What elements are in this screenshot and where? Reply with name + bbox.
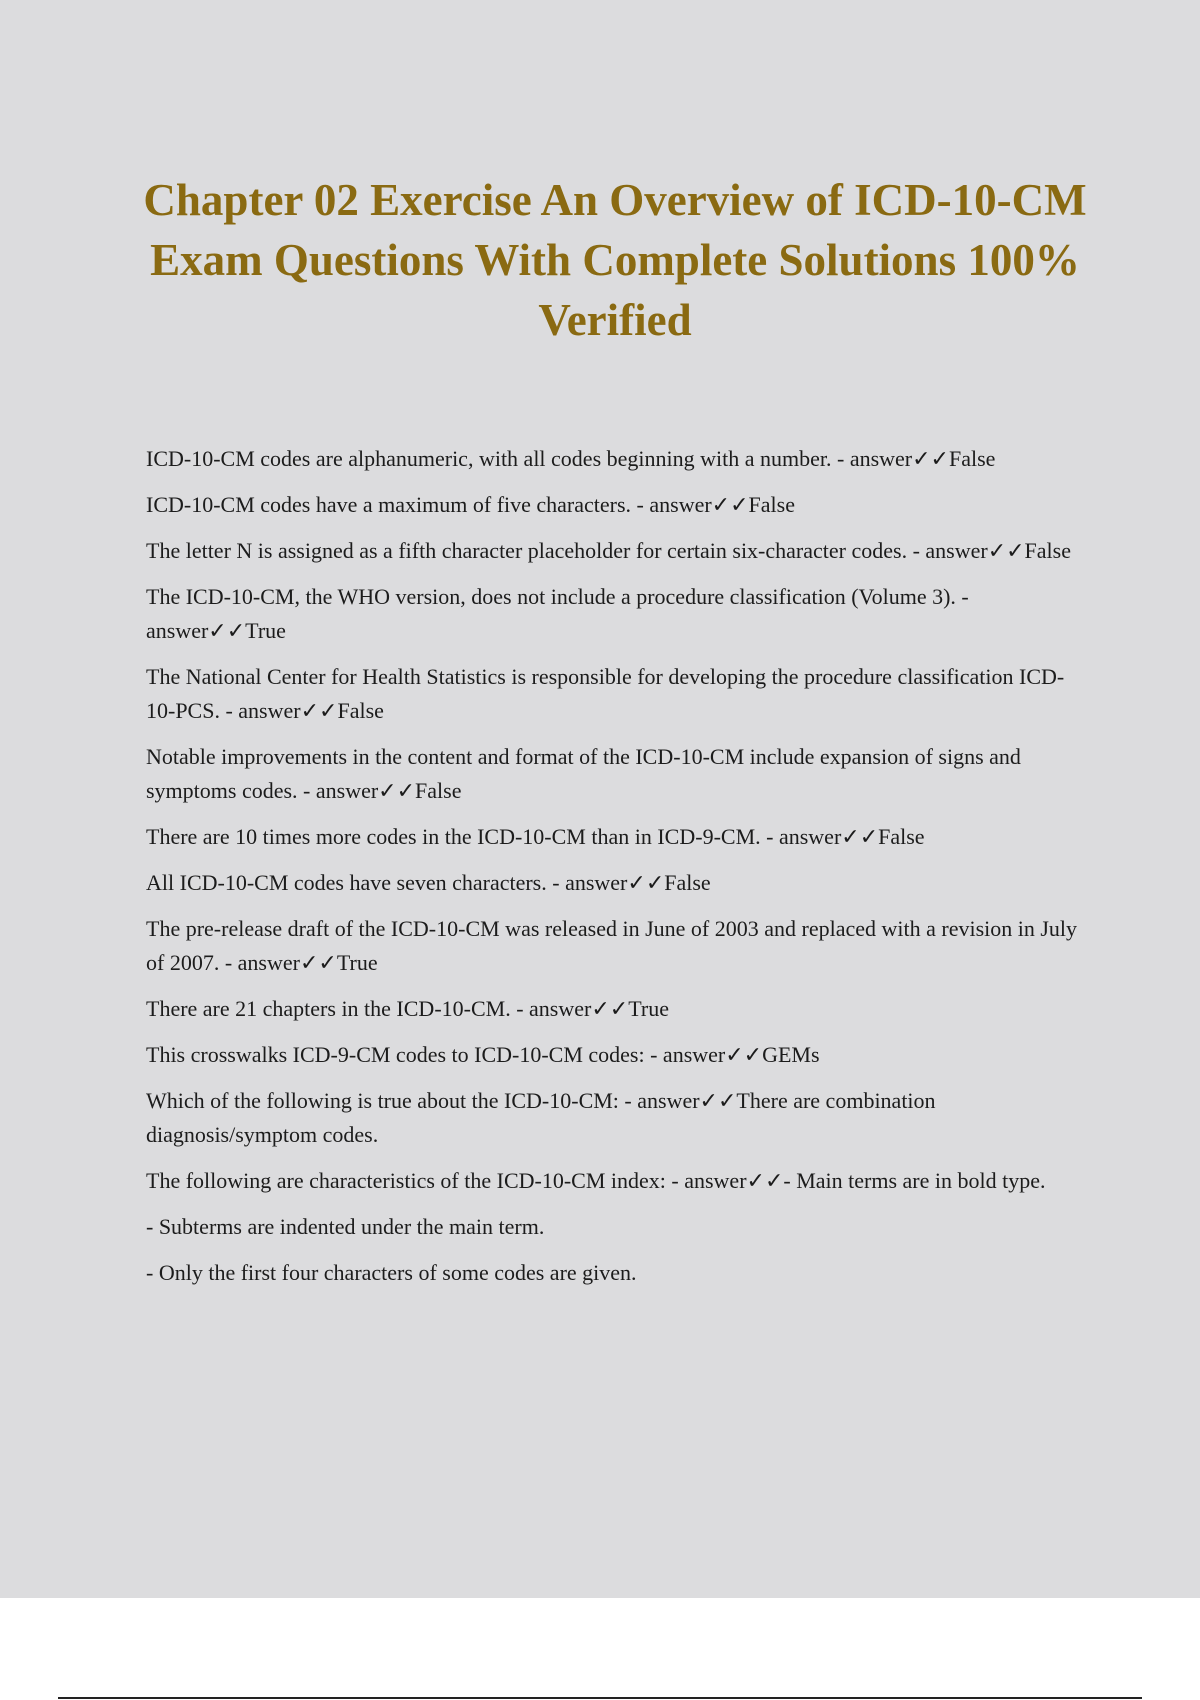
- qa-item: - Only the first four characters of some codes are given.: [146, 1260, 637, 1285]
- question-answer-list: [146, 442, 1086, 1302]
- qa-item: There are 10 times more codes in the ICD-10-CM than in ICD-9-CM. - answer✓✓False: [146, 824, 925, 849]
- qa-item: The pre-release draft of the ICD-10-CM was released in June of 2003 and replaced with a revision in July of 2007. - answer✓✓True: [146, 916, 1078, 975]
- qa-item: The National Center for Health Statistics is responsible for developing the procedure classification ICD-10-PCS. - answer✓✓False: [146, 664, 1065, 723]
- qa-item: - Subterms are indented under the main term.: [146, 1214, 545, 1239]
- qa-item: ICD-10-CM codes are alphanumeric, with all codes beginning with a number. - answer✓✓False: [146, 446, 996, 471]
- qa-item: All ICD-10-CM codes have seven characters. - answer✓✓False: [146, 870, 711, 895]
- qa-item: Which of the following is true about the ICD-10-CM: - answer✓✓There are combination diagnosis/symptom codes.: [146, 1088, 936, 1147]
- qa-item: The ICD-10-CM, the WHO version, does not include a procedure classification (Volume 3). - answer✓✓True: [146, 584, 969, 643]
- qa-item: There are 21 chapters in the ICD-10-CM. - answer✓✓True: [146, 996, 669, 1021]
- document-title: Chapter 02 Exercise An Overview of ICD-10-CM Exam Questions With Complete Solutions 100% Verified: [143, 175, 1087, 345]
- qa-item: The following are characteristics of the ICD-10-CM index: - answer✓✓- Main terms are in bold type.: [146, 1168, 1046, 1193]
- footer-divider: [58, 1697, 1142, 1699]
- qa-item: Notable improvements in the content and format of the ICD-10-CM include expansion of signs and symptoms codes. - answer✓✓False: [146, 744, 1021, 803]
- qa-item: ICD-10-CM codes have a maximum of five characters. - answer✓✓False: [146, 492, 795, 517]
- qa-item: This crosswalks ICD-9-CM codes to ICD-10-CM codes: - answer✓✓GEMs: [146, 1042, 820, 1067]
- qa-item: The letter N is assigned as a fifth character placeholder for certain six-character codes. - answer✓✓False: [146, 538, 1071, 563]
